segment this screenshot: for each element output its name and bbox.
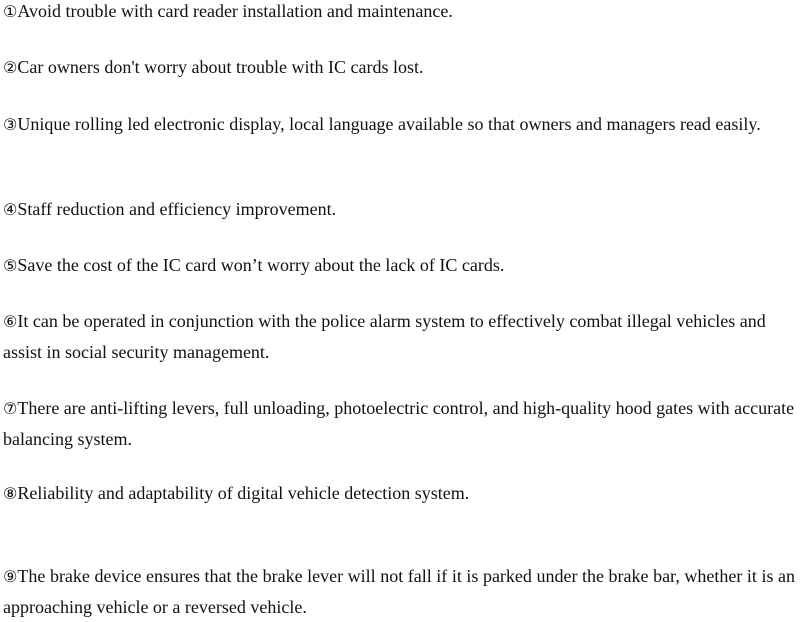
- item-text-3: Unique rolling led electronic display, local language available so that owners and managers read easily.: [17, 114, 761, 134]
- item-text-7: There are anti-lifting levers, full unloading, photoelectric control, and high-quality hood gates with accurate balancing system.: [3, 398, 795, 449]
- feature-item-2: [3, 52, 795, 83]
- item-text-8: Reliability and adaptability of digital vehicle detection system.: [17, 483, 470, 503]
- item-number-2: ②: [3, 58, 18, 77]
- feature-item-9: [3, 561, 795, 622]
- item-text-6: It can be operated in conjunction with the police alarm system to effectively combat illegal vehicles and assist in social security management.: [3, 311, 766, 362]
- feature-item-5: [3, 250, 795, 281]
- item-text-4: Staff reduction and efficiency improvement.: [17, 199, 337, 219]
- item-number-8: ⑧: [3, 484, 18, 503]
- item-number-1: ①: [3, 2, 18, 21]
- item-text-2: Car owners don't worry about trouble with IC cards lost.: [17, 57, 424, 77]
- item-text-5: Save the cost of the IC card won’t worry about the lack of IC cards.: [17, 255, 505, 275]
- feature-item-3: [3, 109, 795, 140]
- item-number-7: ⑦: [3, 399, 18, 418]
- feature-item-1: [3, 0, 795, 27]
- item-number-5: ⑤: [3, 256, 18, 275]
- item-number-6: ⑥: [3, 312, 18, 331]
- item-text-9: The brake device ensures that the brake lever will not fall if it is parked under the brake bar, whether it is an approaching vehicle or a reversed vehicle.: [3, 566, 796, 617]
- item-number-4: ④: [3, 200, 18, 219]
- feature-item-7: [3, 393, 795, 454]
- feature-item-6: [3, 306, 795, 367]
- feature-item-4: [3, 194, 795, 225]
- item-text-1: Avoid trouble with card reader installation and maintenance.: [17, 1, 453, 21]
- item-number-9: ⑨: [3, 567, 18, 586]
- item-number-3: ③: [3, 115, 18, 134]
- feature-item-8: [3, 478, 795, 509]
